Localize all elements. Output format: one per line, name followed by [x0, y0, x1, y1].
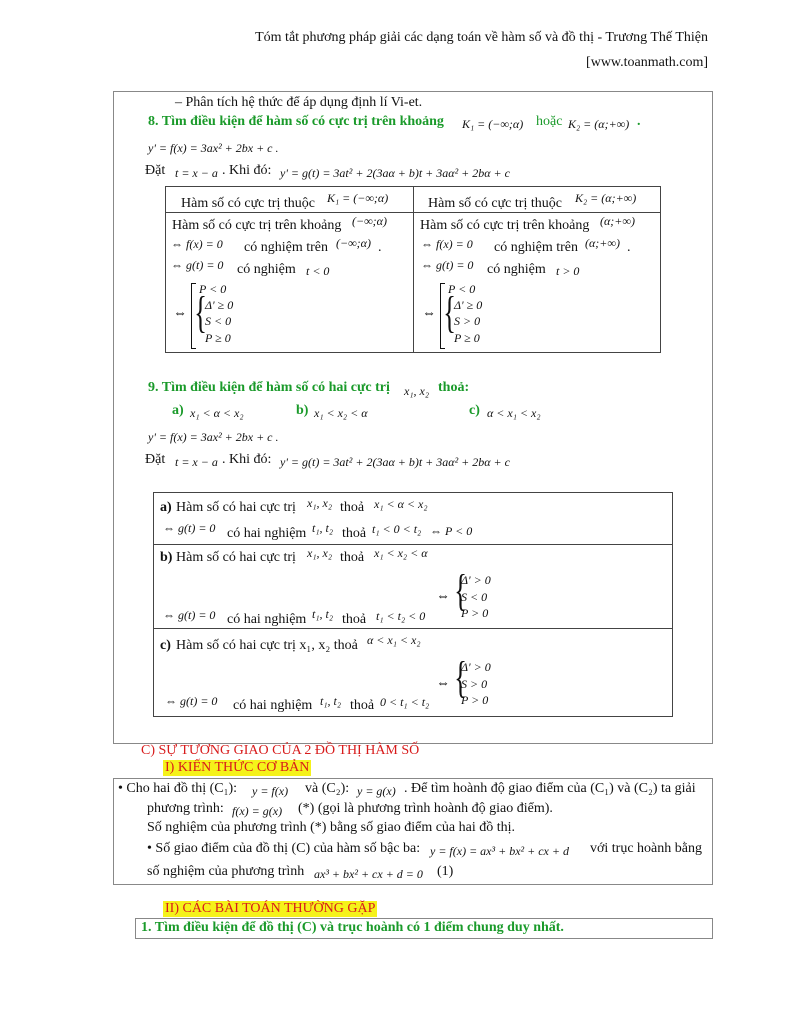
box-a2-cond: t₁ < 0 < t₂ — [372, 522, 422, 536]
sec9-title-post: thoả: — [438, 380, 470, 395]
sec9-opt-c: α < x₁ < x₂ — [487, 406, 541, 420]
secC-p1-g: y = g(x) — [357, 784, 396, 798]
c2-sys-1: S > 0 — [454, 314, 481, 328]
secC-title: C) SỰ TƯƠNG GIAO CỦA 2 ĐỒ THỊ HÀM SỐ — [141, 743, 420, 758]
secC-sub2: II) CÁC BÀI TOÁN THƯỜNG GẶP — [165, 901, 376, 916]
box-a-label: a) — [160, 500, 172, 515]
c1-line2-int: (−∞;α) — [336, 236, 371, 250]
sec9-opt-b-label: b) — [296, 403, 309, 418]
table-h2-text: Hàm số có cực trị thuộc — [428, 196, 562, 211]
secC-p4-eq: y = f(x) = ax³ + bx² + cx + d — [430, 844, 569, 858]
c2-line3-eq: ⇔ g(t) = 0 — [421, 258, 474, 272]
box-c-label: c) — [160, 638, 171, 653]
secC-p1-and: và (C₂): — [305, 781, 350, 796]
box-c-text: Hàm số có hai cực trị x₁, x₂ thoả — [176, 638, 358, 653]
c1-line2-dot: . — [378, 240, 382, 255]
c1-line2-text: có nghiệm trên — [244, 240, 328, 255]
box-b-thoa: thoả — [340, 550, 365, 565]
box-a2-vars: t₁, t₂ — [312, 521, 334, 535]
box-c-equiv: ⇔ — [436, 676, 450, 691]
c1-sys-top: P < 0 — [199, 282, 227, 296]
box-c2-text: có hai nghiệm — [233, 698, 313, 713]
c1-sys-1: S < 0 — [205, 314, 232, 328]
c1-line3-eq: ⇔ g(t) = 0 — [171, 258, 224, 272]
c2-line2-dot: . — [627, 240, 631, 255]
intro-line: – Phân tích hệ thức để áp dụng định lí Vi-et. — [175, 95, 423, 110]
c2-line1-int: (α;+∞) — [600, 214, 635, 228]
c1-line1-int: (−∞;α) — [352, 214, 387, 228]
sec8-or: hoặc — [536, 114, 563, 129]
sec9-title: 9. Tìm điều kiện để hàm số có hai cực trị — [148, 380, 390, 395]
secC-p2-pre: phương trình: — [147, 801, 224, 816]
sec9-dat: Đặt — [145, 452, 166, 467]
sec8-dot: . — [637, 114, 641, 129]
box-b2-eq: ⇔ g(t) = 0 — [163, 608, 216, 622]
c2-sys-top: P < 0 — [448, 282, 476, 296]
box-a2-thoa: thoả — [342, 526, 367, 541]
c2-line3-text: có nghiệm — [487, 262, 546, 277]
sec8-k2: K₂ = (α;+∞) — [568, 117, 630, 131]
box-b2-cond: t₁ < t₂ < 0 — [376, 609, 426, 623]
c2-equiv: ⇔ — [422, 306, 436, 321]
secC-p5-post: (1) — [437, 864, 454, 879]
sec9-sub: t = x − a — [175, 455, 218, 469]
secC-p5-pre: số nghiệm của phương trình — [147, 864, 305, 879]
page-header-site: [www.toanmath.com] — [586, 55, 708, 70]
c1-line1: Hàm số có cực trị trên khoảng — [172, 218, 342, 233]
c2-line2-eq: ⇔ f(x) = 0 — [421, 237, 473, 251]
box-c-sys-1: S > 0 — [461, 677, 488, 691]
box-c2-vars: t₁, t₂ — [320, 694, 342, 708]
box-a-cond: x₁ < α < x₂ — [374, 497, 428, 511]
box-c2-cond: 0 < t₁ < t₂ — [380, 695, 430, 709]
box-b-text: Hàm số có hai cực trị — [176, 550, 296, 565]
sec9-vars: x₁, x₂ — [404, 384, 429, 398]
c1-line3-cond: t < 0 — [306, 264, 330, 278]
page-header-title: Tóm tắt phương pháp giải các dạng toán về hàm số và đồ thị - Trương Thế Thiện — [255, 30, 708, 45]
secC-p3: Số nghiệm của phương trình (*) bằng số giao điểm của hai đồ thị. — [147, 820, 516, 835]
sec8-title: 8. Tìm điều kiện để hàm số có cực trị trên khoảng — [148, 114, 444, 129]
box-c-brace: { — [454, 653, 467, 702]
secC-p1-rest: . Để tìm hoành độ giao điểm của (C₁) và (C₂) ta giải — [404, 781, 696, 796]
sec9-opt-a-label: a) — [172, 403, 184, 418]
sec9-gexpr: y' = g(t) = 3at² + 2(3aα + b)t + 3aα² + 2bα + c — [280, 455, 510, 469]
box-c2-eq: ⇔ g(t) = 0 — [165, 694, 218, 708]
box-b-sys-1: S < 0 — [461, 590, 488, 604]
box-c2-thoa: thoả — [350, 698, 375, 713]
c2-sys-2: P ≥ 0 — [454, 331, 480, 345]
secC-p4-post: với trục hoành bằng — [590, 841, 702, 856]
secC-p4-pre: • Số giao điểm của đồ thị (C) của hàm số bậc ba: — [147, 841, 421, 856]
box-b-brace: { — [454, 566, 467, 615]
box-b2-text: có hai nghiệm — [227, 612, 307, 627]
table-h1-text: Hàm số có cực trị thuộc — [181, 196, 315, 211]
c2-line1: Hàm số có cực trị trên khoảng — [420, 218, 590, 233]
box-b2-thoa: thoả — [342, 612, 367, 627]
secC-p2-rest: (*) (gọi là phương trình hoành độ giao điểm). — [298, 801, 553, 816]
box-b-vars: x₁, x₂ — [307, 546, 332, 560]
c1-brace: { — [194, 288, 207, 337]
secC-p1: • Cho hai đồ thị (C₁): — [118, 781, 238, 796]
sec9-deriv: y' = f(x) = 3ax² + 2bx + c . — [148, 430, 279, 444]
sec9-opt-b: x₁ < x₂ < α — [314, 406, 368, 420]
sec9-opt-c-label: c) — [469, 403, 480, 418]
box-c-sys-0: Δ' > 0 — [461, 660, 491, 674]
sec8-sub: t = x − a — [175, 166, 218, 180]
c1-line2-eq: ⇔ f(x) = 0 — [171, 237, 223, 251]
box-a-vars: x₁, x₂ — [307, 496, 332, 510]
sec9-khido: . Khi đó: — [222, 452, 272, 467]
box-a-text: Hàm số có hai cực trị — [176, 500, 296, 515]
sec8-deriv: y' = f(x) = 3ax² + 2bx + c . — [148, 141, 279, 155]
secC-p2-eq: f(x) = g(x) — [232, 804, 283, 818]
box-b-cond: x₁ < x₂ < α — [374, 546, 428, 560]
secC-p1-f: y = f(x) — [252, 784, 289, 798]
sec8-khido: . Khi đó: — [222, 163, 272, 178]
c1-sys-2: P ≥ 0 — [205, 331, 231, 345]
table-h1-k: K₁ = (−∞;α) — [327, 191, 389, 205]
c1-sys-0: Δ' ≥ 0 — [205, 298, 234, 312]
sec8-dat: Đặt — [145, 163, 166, 178]
c2-brace: { — [443, 288, 456, 337]
c2-sys-0: Δ' ≥ 0 — [454, 298, 483, 312]
box-a2-eq: ⇔ g(t) = 0 — [163, 521, 216, 535]
c1-equiv: ⇔ — [173, 306, 187, 321]
sec8-k1: K₁ = (−∞;α) — [462, 117, 524, 131]
box-c-cond: α < x₁ < x₂ — [367, 633, 421, 647]
c2-line2-int: (α;+∞) — [585, 236, 620, 250]
box-b-label: b) — [160, 550, 173, 565]
c2-line3-cond: t > 0 — [556, 264, 580, 278]
box-b-sys-0: Δ' > 0 — [461, 573, 491, 587]
sec8-gexpr: y' = g(t) = 3at² + 2(3aα + b)t + 3aα² + 2bα + c — [280, 166, 510, 180]
secC-sub1: I) KIẾN THỨC CƠ BẢN — [165, 760, 310, 775]
box-b-sys-2: P > 0 — [461, 606, 489, 620]
box-c-sys-2: P > 0 — [461, 693, 489, 707]
box-a2-res: ⇔ P < 0 — [430, 524, 473, 538]
sec9-opt-a: x₁ < α < x₂ — [190, 406, 244, 420]
box-b2-vars: t₁, t₂ — [312, 607, 334, 621]
box-a-thoa: thoả — [340, 500, 365, 515]
secC-p5-eq: ax³ + bx² + cx + d = 0 — [314, 867, 423, 881]
table-h2-k: K₂ = (α;+∞) — [575, 191, 637, 205]
box-a2-text: có hai nghiệm — [227, 526, 307, 541]
box-b-equiv: ⇔ — [436, 589, 450, 604]
secC-item1: 1. Tìm điều kiện để đồ thị (C) và trục hoành có 1 điểm chung duy nhất. — [141, 920, 564, 935]
c1-line3-text: có nghiệm — [237, 262, 296, 277]
c2-line2-text: có nghiệm trên — [494, 240, 578, 255]
